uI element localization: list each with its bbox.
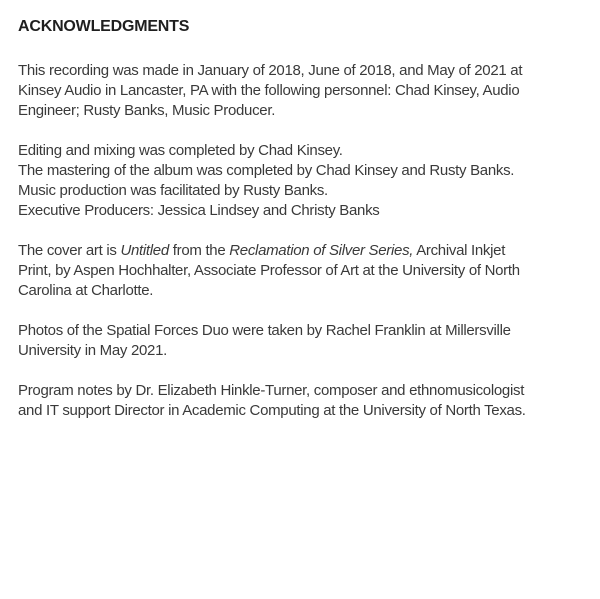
text-line (18, 241, 582, 261)
text-line: Engineer; Rusty Banks, Music Producer. (18, 102, 276, 119)
paragraph-cover-art (18, 241, 582, 301)
paragraph-credits (18, 141, 582, 221)
text-segment: Archival Inkjet (413, 242, 506, 259)
text-line: and IT support Director in Academic Computing at the University of North Texas. (18, 402, 526, 419)
text-line: Photos of the Spatial Forces Duo were taken by Rachel Franklin at Millersville (18, 322, 511, 339)
text-segment-italic: Untitled (120, 242, 169, 259)
text-line: This recording was made in January of 2018, June of 2018, and May of 2021 at (18, 62, 523, 79)
paragraph-recording (18, 61, 582, 121)
text-line: The mastering of the album was completed by Chad Kinsey and Rusty Banks. (18, 162, 515, 179)
text-segment: from the (168, 242, 230, 259)
text-line: University in May 2021. (18, 342, 167, 359)
text-line: Kinsey Audio in Lancaster, PA with the following personnel: Chad Kinsey, Audio (18, 82, 520, 99)
text-segment-italic: Reclamation of Silver Series, (229, 242, 414, 259)
text-line: Executive Producers: Jessica Lindsey and Christy Banks (18, 202, 380, 219)
paragraph-photos (18, 321, 582, 361)
paragraph-program-notes (18, 381, 582, 421)
text-segment: The cover art is (18, 242, 121, 259)
text-line: Carolina at Charlotte. (18, 282, 154, 299)
page-title: ACKNOWLEDGMENTS (18, 18, 190, 35)
text-line: Music production was facilitated by Rusty Banks. (18, 182, 328, 199)
text-line: Print, by Aspen Hochhalter, Associate Professor of Art at the University of North (18, 262, 520, 279)
text-line: Editing and mixing was completed by Chad Kinsey. (18, 142, 343, 159)
text-line: Program notes by Dr. Elizabeth Hinkle-Turner, composer and ethnomusicologist (18, 382, 525, 399)
